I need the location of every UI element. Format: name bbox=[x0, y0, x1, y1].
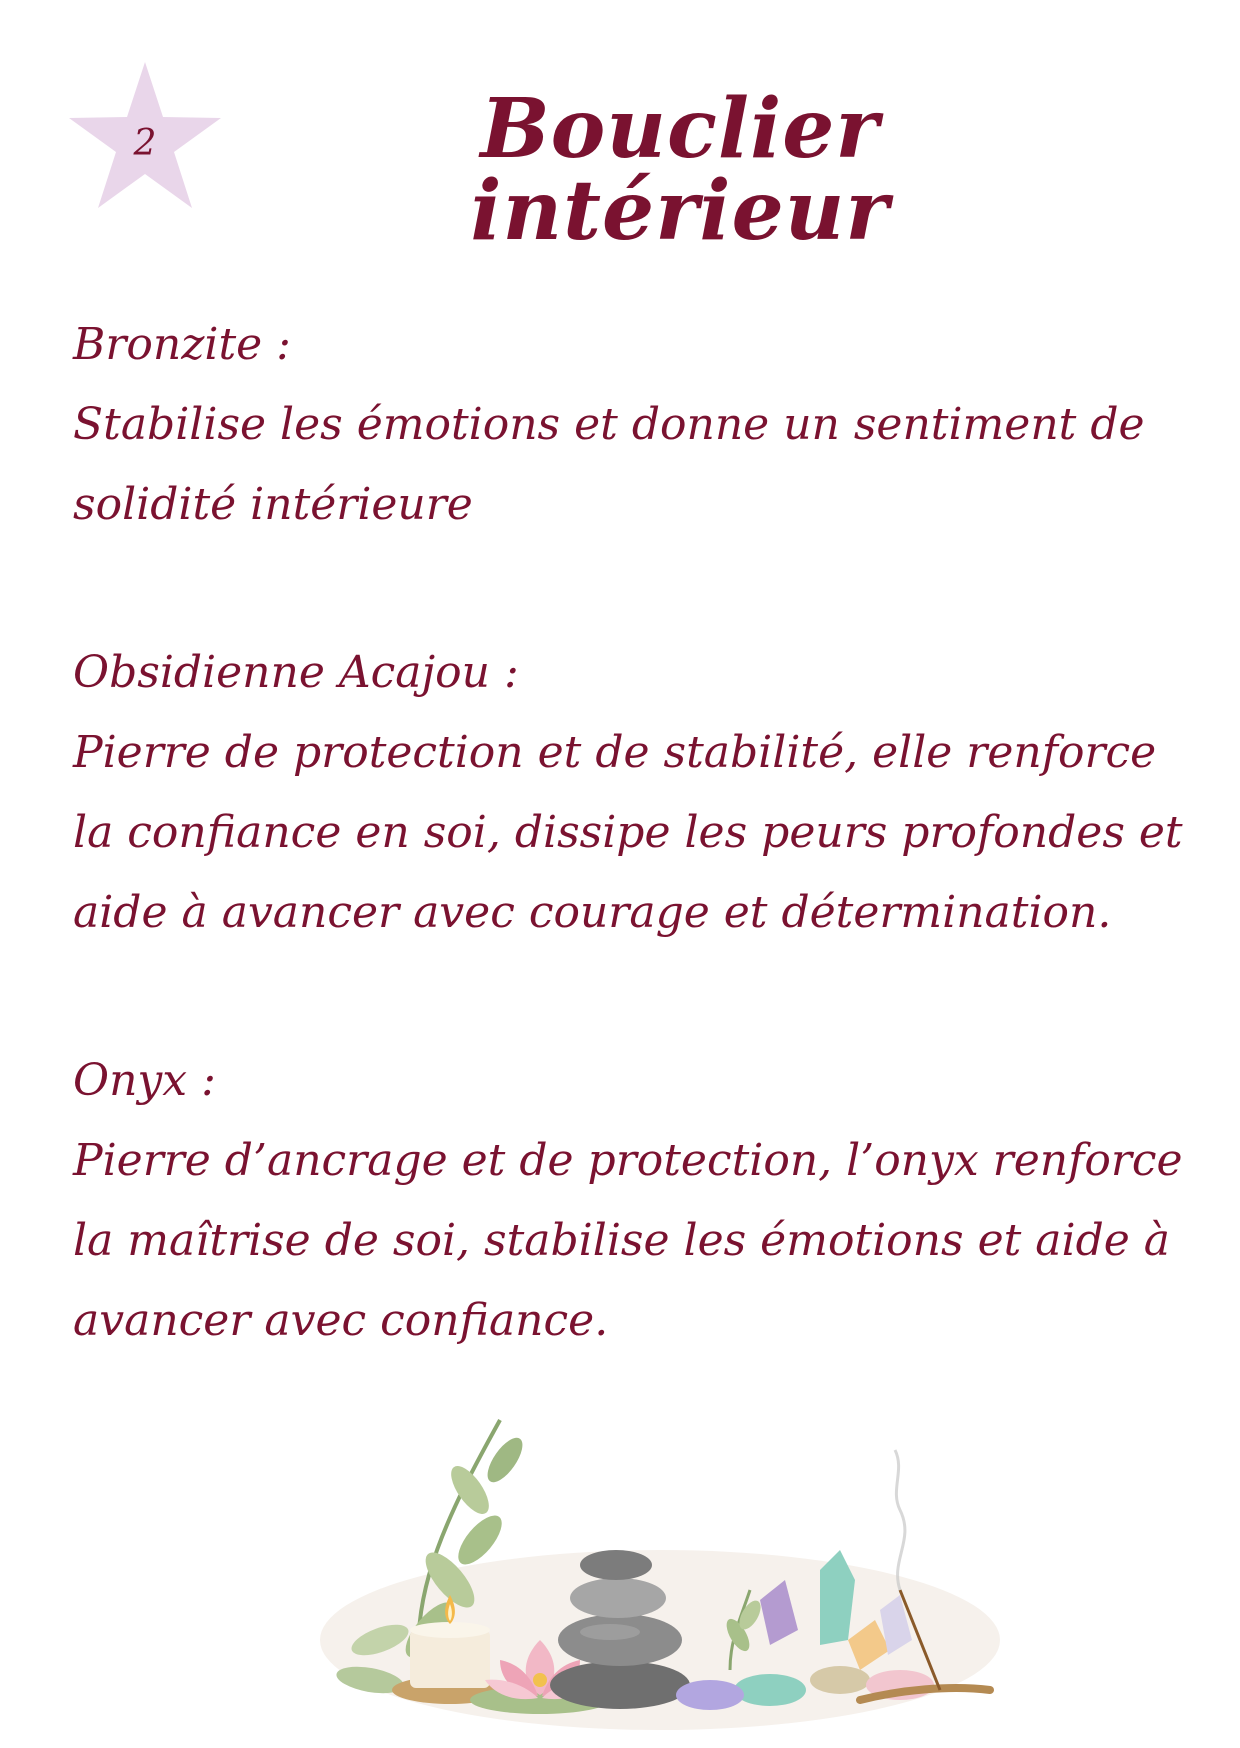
wellness-scene-icon bbox=[300, 1340, 1020, 1740]
page-number: 2 bbox=[133, 122, 157, 164]
stone-section bbox=[73, 1041, 1193, 1361]
stone-name: Onyx : bbox=[73, 1055, 216, 1106]
stone-name: Obsidienne Acajou : bbox=[73, 647, 519, 698]
stone-section bbox=[73, 305, 1193, 545]
stone-section bbox=[73, 633, 1193, 953]
stone-name: Bronzite : bbox=[73, 319, 291, 370]
star-badge bbox=[65, 62, 225, 214]
page-title: Bouclier intérieur bbox=[470, 81, 890, 259]
stone-description: Pierre d’ancrage et de protection, l’onyx renforce la maîtrise de soi, stabilise les émotions et aide à avancer avec confiance. bbox=[73, 1135, 1183, 1346]
stone-list bbox=[73, 305, 1193, 1449]
stone-description: Stabilise les émotions et donne un sentiment de solidité intérieure bbox=[73, 399, 1145, 530]
wellness-illustration bbox=[300, 1340, 1020, 1740]
stone-description: Pierre de protection et de stabilité, elle renforce la confiance en soi, dissipe les peurs profondes et aide à avancer avec courage et détermination. bbox=[73, 727, 1183, 938]
